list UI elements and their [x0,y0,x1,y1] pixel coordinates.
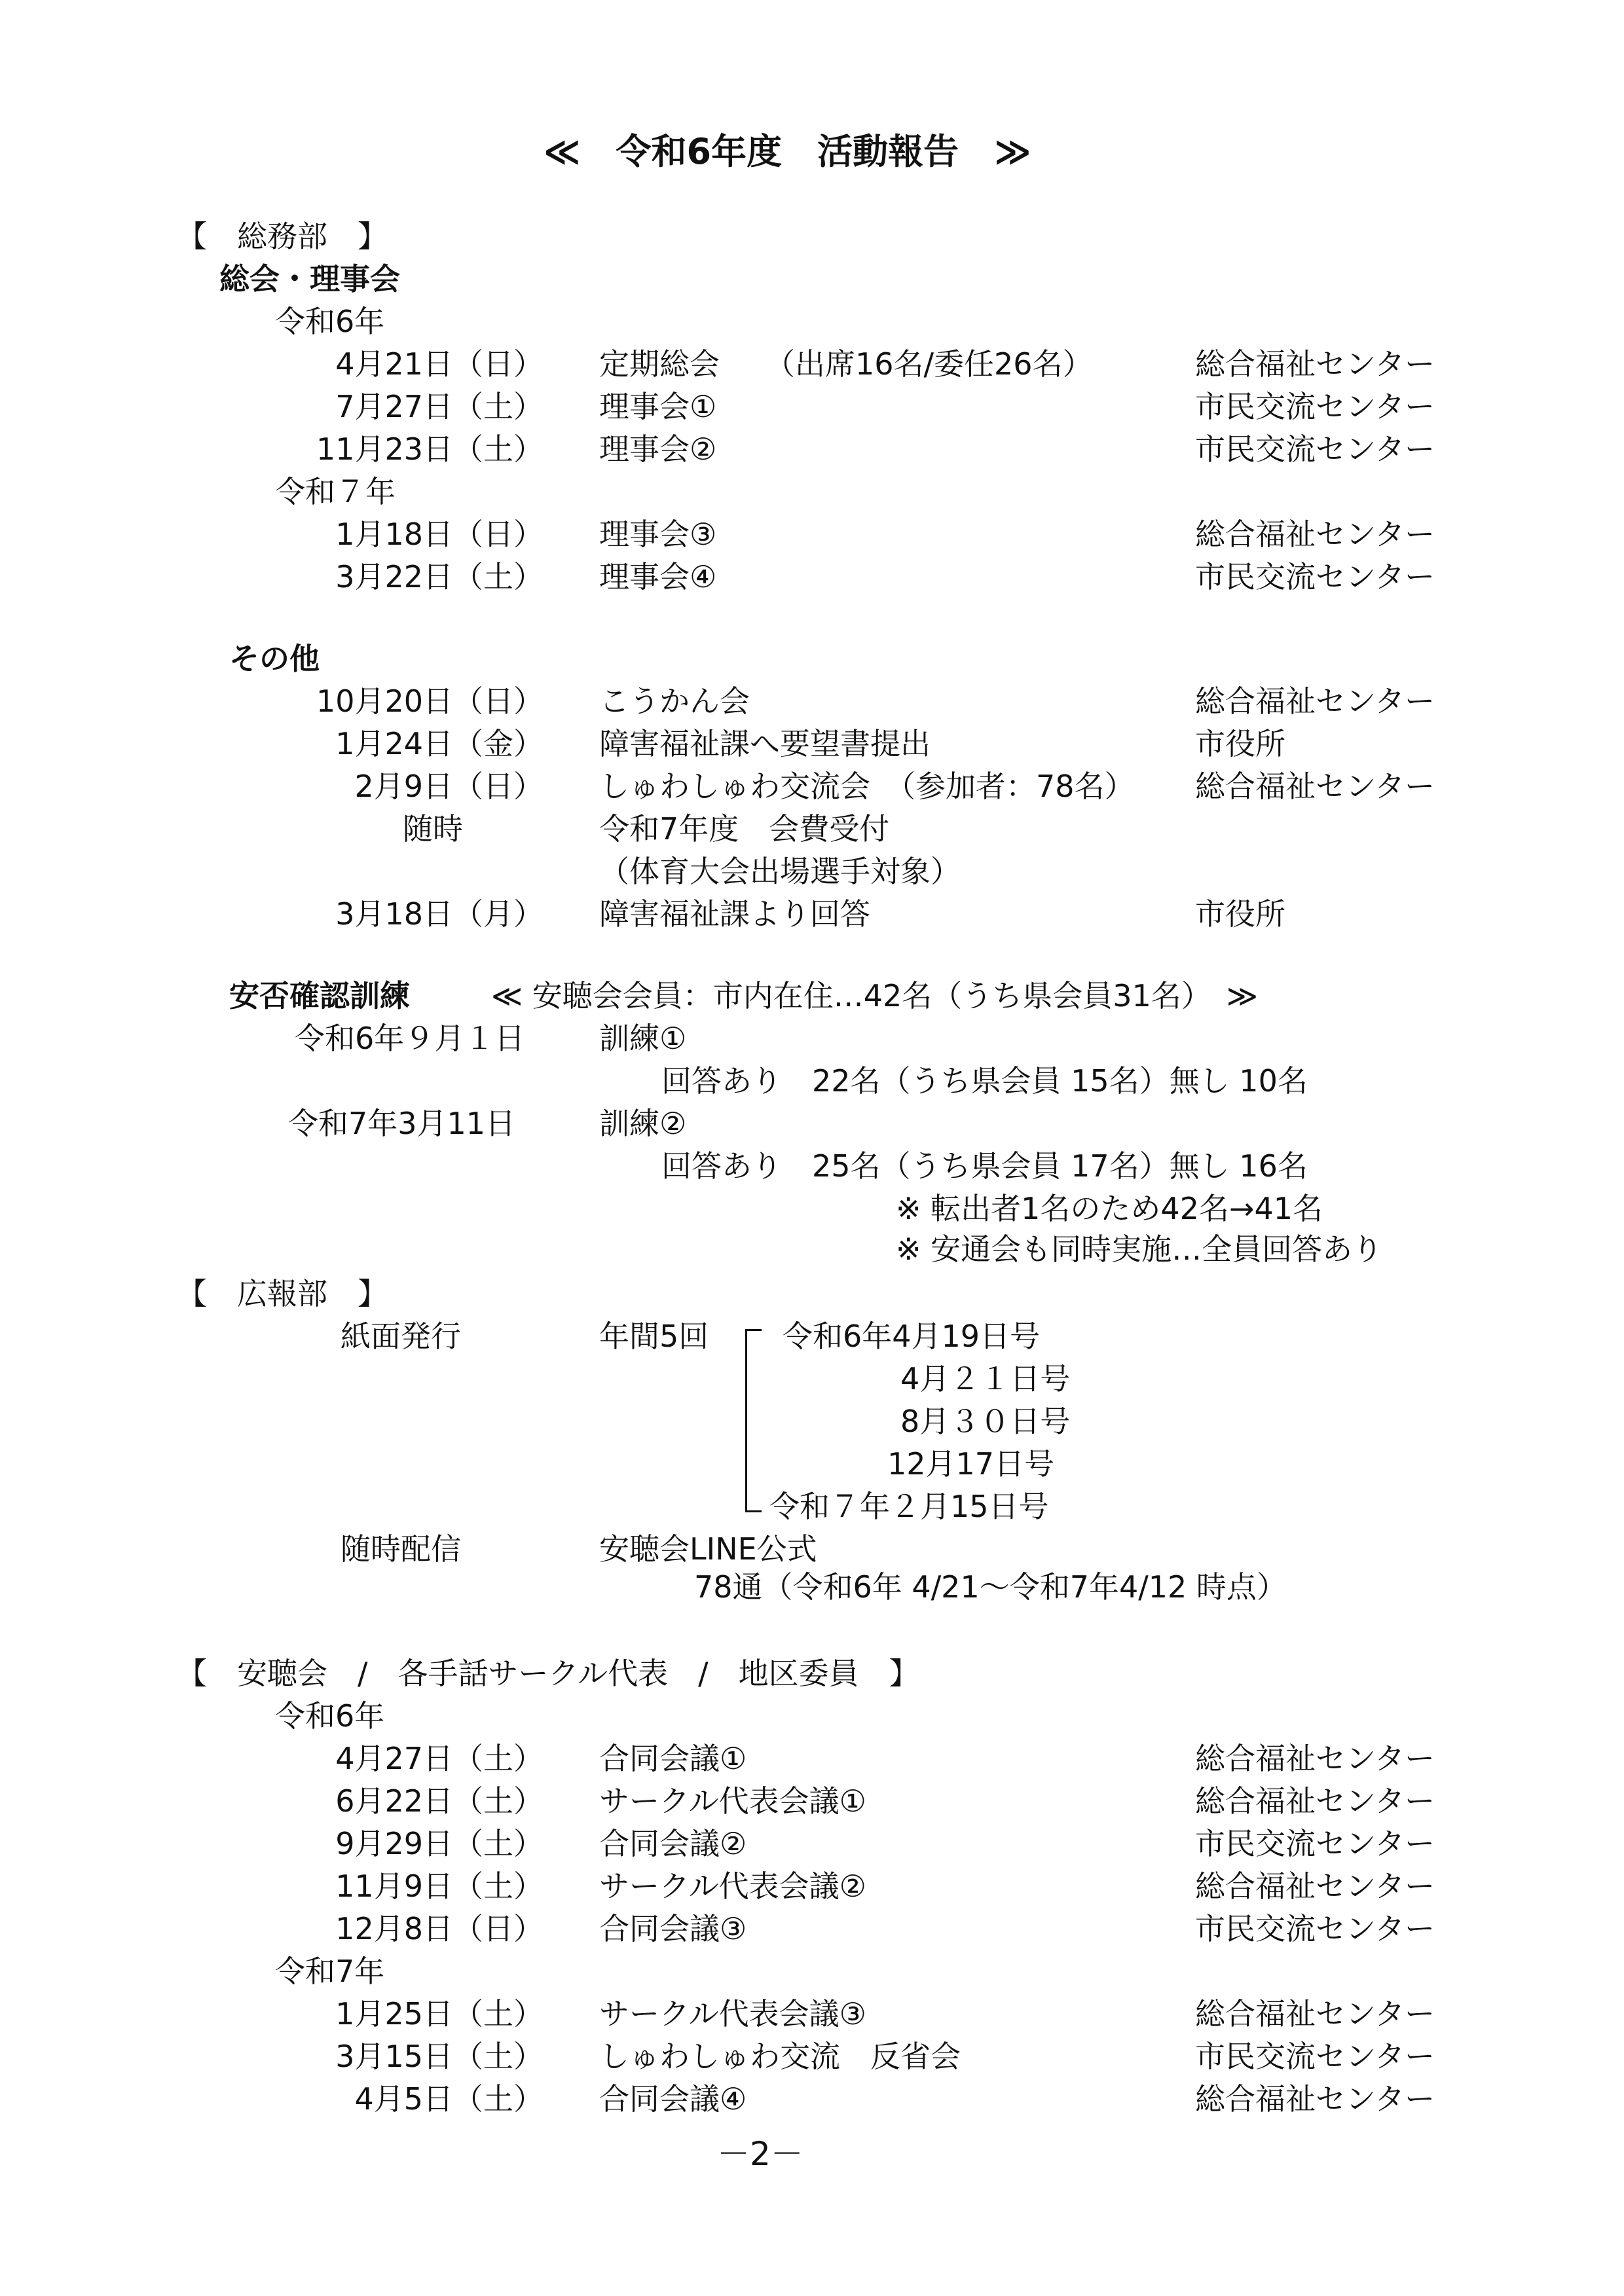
row-place: 市民交流センター [1195,1826,1435,1861]
row-date: 6月22日（土） [335,1783,544,1819]
page-title: ≪ 令和6年度 活動報告 ≫ [544,131,1031,172]
row-event: サークル代表会議① [599,1783,866,1819]
row-event: 合同会議② [599,1826,747,1861]
row-date: 随時 [403,811,463,847]
row-date: 9月29日（土） [335,1826,544,1861]
row-event: サークル代表会議② [599,1868,866,1904]
section-header-soumu: 【 総務部 】 [177,219,388,254]
row-place: 総合福祉センター [1195,1868,1435,1904]
year-label: 令和7年 [275,1954,385,1989]
row-place: 市民交流センター [1195,2039,1435,2074]
row-event: （体育大会出場選手対象） [599,854,961,889]
row-place: 総合福祉センター [1195,1741,1435,1776]
row-event: 令和7年度 会費受付 [599,811,890,847]
row-event: 定期総会 （出席16名/委任26名） [599,346,1093,382]
paper-label: 紙面発行 [341,1319,461,1354]
subsection-title-anpi: 安否確認訓練 [229,978,410,1013]
row-event: しゅわしゅわ交流会 （参加者：78名） [599,769,1135,804]
row-event: しゅわしゅわ交流 反省会 [599,2039,961,2074]
row-place: 市役所 [1195,896,1285,932]
row-date: 10月20日（日） [316,683,544,719]
drill-name: 訓練① [599,1021,687,1056]
row-date: 7月27日（土） [335,389,544,424]
drill-date: 令和6年９月１日 [295,1021,525,1056]
row-date: 3月22日（土） [335,559,544,594]
row-place: 総合福祉センター [1195,517,1435,552]
row-place: 総合福祉センター [1195,346,1435,382]
row-event: 合同会議④ [599,2081,747,2117]
year-label: 令和6年 [275,1698,385,1734]
issue-bracket [745,1329,762,1512]
section-header-meetings: 【 安聴会 / 各手話サークル代表 / 地区委員 】 [177,1656,919,1691]
row-date: 2月9日（日） [354,769,544,804]
row-event: 障害福祉課へ要望書提出 [599,726,931,761]
issue-item: 令和6年4月19日号 [783,1319,1041,1354]
row-date: 3月18日（月） [335,896,544,932]
dist-label: 随時配信 [341,1531,461,1567]
row-place: 総合福祉センター [1195,683,1435,719]
row-event: サークル代表会議③ [599,1996,866,2032]
row-event: 理事会④ [599,559,717,594]
row-date: 1月24日（金） [335,726,544,761]
section-header-kouhou: 【 広報部 】 [177,1276,388,1311]
row-event: 合同会議③ [599,1911,747,1946]
issue-item: 8月３０日号 [900,1404,1071,1439]
issue-item: 令和７年２月15日号 [769,1489,1049,1524]
dist-name: 安聴会LINE公式 [599,1531,817,1567]
paper-count: 年間5回 [599,1319,709,1354]
row-place: 市民交流センター [1195,559,1435,594]
drill-date: 令和7年3月11日 [288,1106,516,1141]
row-event: 理事会① [599,389,717,424]
dist-detail: 78通（令和6年 4/21～令和7年4/12 時点） [694,1569,1287,1605]
row-place: 総合福祉センター [1195,769,1435,804]
row-place: 総合福祉センター [1195,2081,1435,2117]
row-date: 11月23日（土） [316,431,544,467]
row-place: 市役所 [1195,726,1285,761]
row-place: 市民交流センター [1195,1911,1435,1946]
row-place: 市民交流センター [1195,431,1435,467]
subsection-title-other: その他 [229,641,320,676]
anpi-note: ※ 転出者1名のため42名→41名 [896,1191,1323,1226]
year-label: 令和７年 [275,474,396,509]
drill-result: 回答あり 22名（うち県会員 15名）無し 10名 [661,1063,1308,1099]
row-date: 4月5日（土） [354,2081,544,2117]
row-date: 3月15日（土） [335,2039,544,2074]
row-date: 1月25日（土） [335,1996,544,2032]
anpi-summary: ≪ 安聴会会員：市内在住…42名（うち県会員31名） ≫ [491,978,1259,1013]
row-date: 11月9日（土） [335,1868,544,1904]
row-date: 4月27日（土） [335,1741,544,1776]
row-date: 1月18日（日） [335,517,544,552]
row-place: 総合福祉センター [1195,1783,1435,1819]
issue-item: 12月17日号 [887,1446,1055,1482]
row-event: 障害福祉課より回答 [599,896,870,932]
row-place: 市民交流センター [1195,389,1435,424]
row-place: 総合福祉センター [1195,1996,1435,2032]
row-event: 理事会② [599,431,717,467]
subsection-title-sokai: 総会・理事会 [219,261,400,297]
row-date: 12月8日（日） [335,1911,544,1946]
issue-item: 4月２１日号 [900,1361,1071,1396]
drill-name: 訓練② [599,1106,687,1141]
anpi-note: ※ 安通会も同時実施…全員回答あり [896,1231,1383,1267]
drill-result: 回答あり 25名（うち県会員 17名）無し 16名 [661,1148,1308,1184]
row-event: こうかん会 [599,683,750,719]
row-event: 理事会③ [599,517,717,552]
row-date: 4月21日（日） [335,346,544,382]
page-number: －2－ [717,2135,803,2173]
year-label: 令和6年 [275,304,385,339]
row-event: 合同会議① [599,1741,747,1776]
